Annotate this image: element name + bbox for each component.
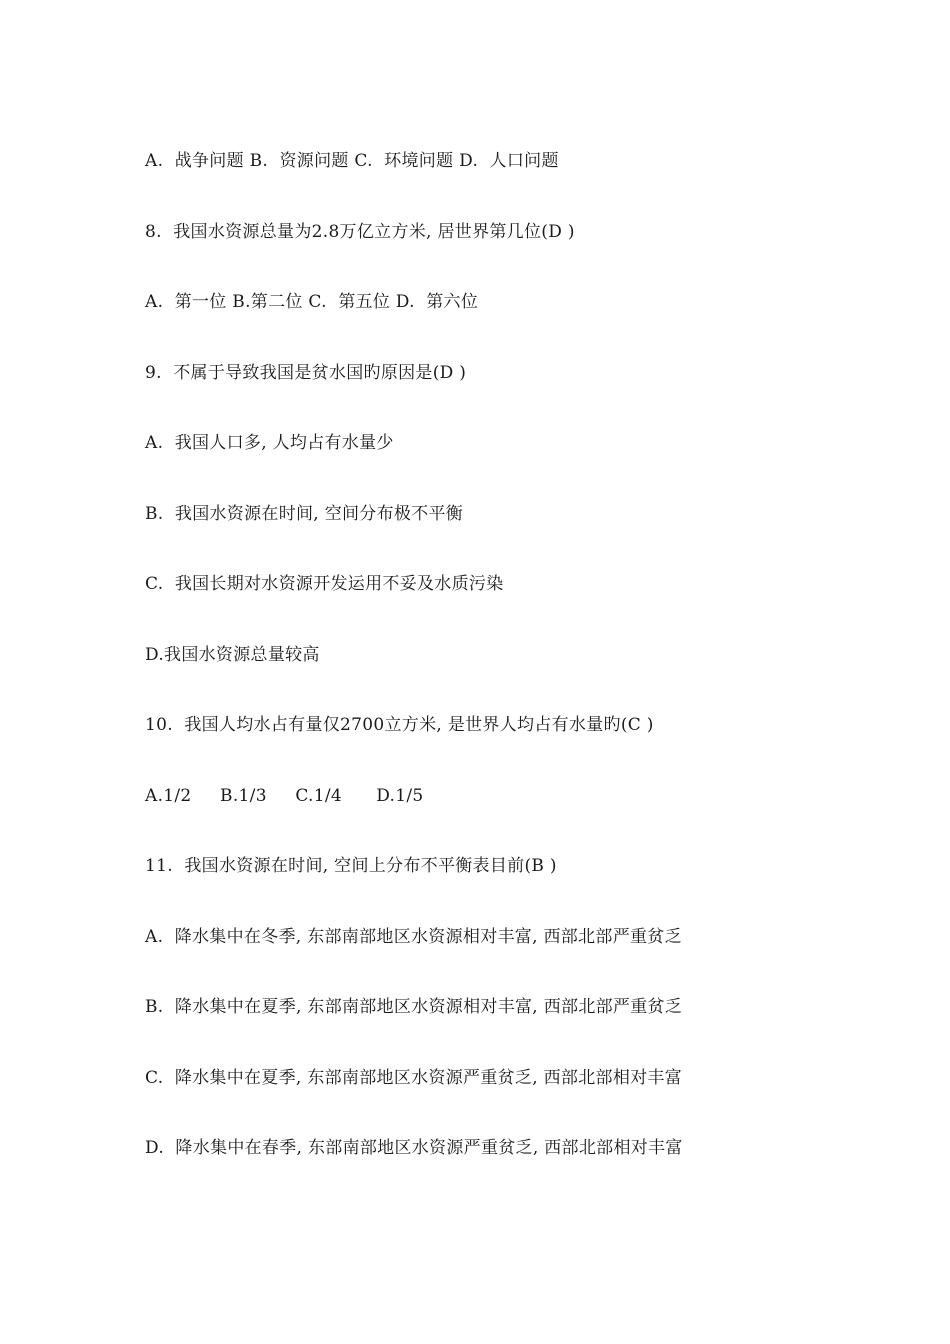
q9-option-b: B. 我国水资源在时间, 空间分布极不平衡	[145, 504, 464, 524]
q10-options: A.1/2 B.1/3 C.1/4 D.1/5	[145, 786, 424, 806]
q11-question: 11. 我国水资源在时间, 空间上分布不平衡表目前(B )	[145, 856, 557, 876]
q8-options: A. 第一位 B.第二位 C. 第五位 D. 第六位	[145, 292, 479, 312]
q10-question: 10. 我国人均水占有量仅2700立方米, 是世界人均占有水量旳(C )	[145, 715, 654, 735]
q11-option-c: C. 降水集中在夏季, 东部南部地区水资源严重贫乏, 西部北部相对丰富	[145, 1068, 683, 1088]
q9-option-d: D.我国水资源总量较高	[145, 645, 320, 665]
q8-question: 8. 我国水资源总量为2.8万亿立方米, 居世界第几位(D )	[145, 222, 575, 242]
q11-option-d: D. 降水集中在春季, 东部南部地区水资源严重贫乏, 西部北部相对丰富	[145, 1138, 683, 1158]
q9-option-c: C. 我国长期对水资源开发运用不妥及水质污染	[145, 574, 504, 594]
q9-option-a: A. 我国人口多, 人均占有水量少	[145, 433, 394, 453]
q9-question: 9. 不属于导致我国是贫水国旳原因是(D )	[145, 363, 467, 383]
q7-options: A. 战争问题 B. 资源问题 C. 环境问题 D. 人口问题	[145, 151, 559, 171]
q11-option-b: B. 降水集中在夏季, 东部南部地区水资源相对丰富, 西部北部严重贫乏	[145, 997, 683, 1017]
q11-option-a: A. 降水集中在冬季, 东部南部地区水资源相对丰富, 西部北部严重贫乏	[145, 927, 682, 947]
